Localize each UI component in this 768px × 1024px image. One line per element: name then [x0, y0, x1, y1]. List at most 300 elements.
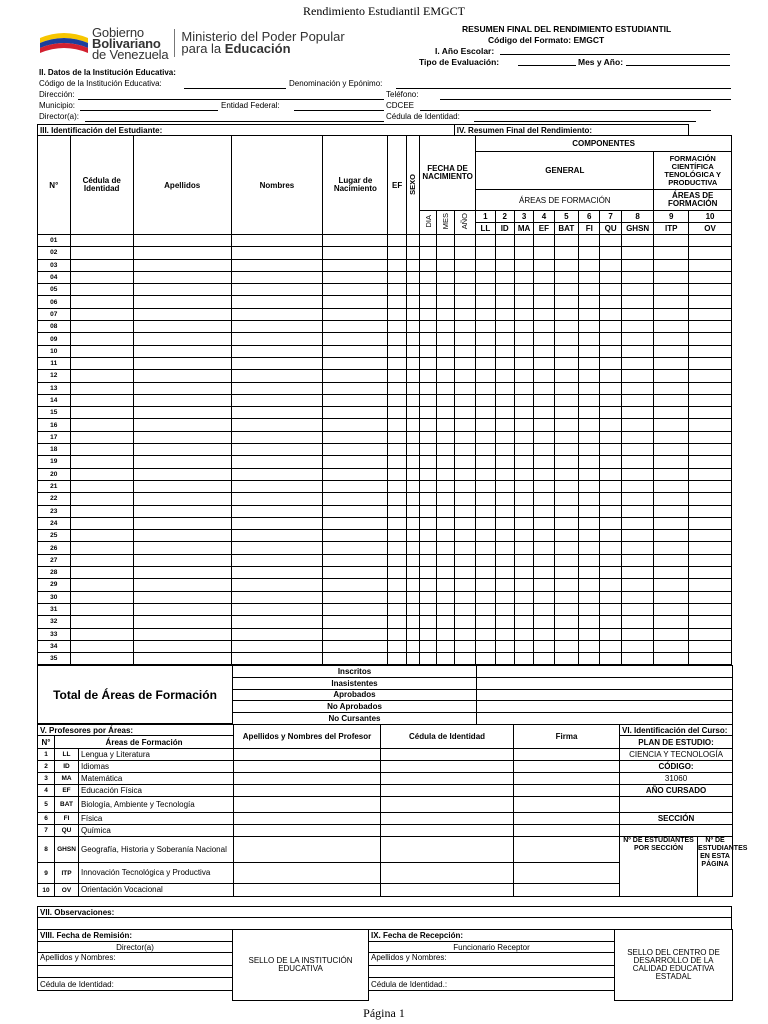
- student-cell[interactable]: [406, 419, 419, 431]
- student-cell[interactable]: [420, 640, 437, 652]
- student-cell[interactable]: [70, 431, 133, 443]
- student-cell[interactable]: [654, 394, 689, 406]
- student-cell[interactable]: [70, 296, 133, 308]
- student-cell[interactable]: [437, 271, 454, 283]
- student-cell[interactable]: [495, 247, 514, 259]
- student-cell[interactable]: [437, 259, 454, 271]
- student-cell[interactable]: [579, 493, 600, 505]
- student-cell[interactable]: [689, 567, 732, 579]
- student-cell[interactable]: [600, 579, 621, 591]
- student-cell[interactable]: [654, 419, 689, 431]
- student-cell[interactable]: [388, 357, 406, 369]
- student-cell[interactable]: [323, 628, 388, 640]
- student-cell[interactable]: [621, 394, 654, 406]
- student-cell[interactable]: [554, 247, 578, 259]
- student-cell[interactable]: [495, 554, 514, 566]
- student-cell[interactable]: [406, 321, 419, 333]
- student-cell[interactable]: [476, 235, 495, 247]
- student-cell[interactable]: [654, 554, 689, 566]
- student-cell[interactable]: [621, 456, 654, 468]
- student-cell[interactable]: [621, 567, 654, 579]
- student-cell[interactable]: [689, 308, 732, 320]
- student-cell[interactable]: [231, 431, 323, 443]
- student-cell[interactable]: [323, 394, 388, 406]
- student-cell[interactable]: [621, 296, 654, 308]
- student-cell[interactable]: [231, 444, 323, 456]
- student-cell[interactable]: [600, 468, 621, 480]
- teacher-name-cell[interactable]: [234, 785, 381, 797]
- student-cell[interactable]: [514, 333, 533, 345]
- student-cell[interactable]: [437, 505, 454, 517]
- student-cell[interactable]: [454, 542, 475, 554]
- student-cell[interactable]: [476, 444, 495, 456]
- student-cell[interactable]: [231, 333, 323, 345]
- student-cell[interactable]: [654, 296, 689, 308]
- student-cell[interactable]: [514, 493, 533, 505]
- student-cell[interactable]: [420, 259, 437, 271]
- student-cell[interactable]: [454, 357, 475, 369]
- student-cell[interactable]: [689, 468, 732, 480]
- student-cell[interactable]: [70, 407, 133, 419]
- student-cell[interactable]: [654, 259, 689, 271]
- student-cell[interactable]: [388, 259, 406, 271]
- student-cell[interactable]: [495, 419, 514, 431]
- student-cell[interactable]: [231, 567, 323, 579]
- student-cell[interactable]: [654, 444, 689, 456]
- student-cell[interactable]: [420, 247, 437, 259]
- student-cell[interactable]: [621, 284, 654, 296]
- teacher-ci-cell[interactable]: [381, 825, 514, 837]
- student-cell[interactable]: [437, 333, 454, 345]
- teacher-sign-cell[interactable]: [514, 797, 620, 813]
- student-cell[interactable]: [495, 333, 514, 345]
- teacher-ci-cell[interactable]: [381, 813, 514, 825]
- student-cell[interactable]: [323, 357, 388, 369]
- student-cell[interactable]: [476, 505, 495, 517]
- student-cell[interactable]: [495, 456, 514, 468]
- student-cell[interactable]: [420, 235, 437, 247]
- school-year-field[interactable]: [500, 46, 730, 55]
- remission-blank[interactable]: [38, 966, 233, 978]
- teacher-sign-cell[interactable]: [514, 837, 620, 863]
- student-cell[interactable]: [406, 345, 419, 357]
- student-cell[interactable]: [454, 308, 475, 320]
- student-cell[interactable]: [454, 554, 475, 566]
- student-cell[interactable]: [600, 382, 621, 394]
- student-cell[interactable]: [70, 308, 133, 320]
- student-cell[interactable]: [579, 480, 600, 492]
- student-cell[interactable]: [579, 345, 600, 357]
- student-cell[interactable]: [388, 480, 406, 492]
- student-cell[interactable]: [514, 419, 533, 431]
- student-cell[interactable]: [323, 554, 388, 566]
- student-cell[interactable]: [621, 247, 654, 259]
- student-cell[interactable]: [323, 468, 388, 480]
- student-cell[interactable]: [600, 493, 621, 505]
- student-cell[interactable]: [689, 628, 732, 640]
- student-cell[interactable]: [654, 505, 689, 517]
- student-cell[interactable]: [454, 468, 475, 480]
- student-cell[interactable]: [554, 468, 578, 480]
- student-cell[interactable]: [534, 480, 554, 492]
- student-cell[interactable]: [388, 284, 406, 296]
- student-cell[interactable]: [689, 517, 732, 529]
- student-cell[interactable]: [437, 308, 454, 320]
- student-cell[interactable]: [231, 235, 323, 247]
- student-cell[interactable]: [388, 407, 406, 419]
- student-cell[interactable]: [133, 530, 231, 542]
- student-cell[interactable]: [495, 468, 514, 480]
- student-cell[interactable]: [495, 640, 514, 652]
- student-cell[interactable]: [323, 505, 388, 517]
- student-cell[interactable]: [437, 591, 454, 603]
- student-cell[interactable]: [579, 640, 600, 652]
- student-cell[interactable]: [231, 419, 323, 431]
- student-cell[interactable]: [437, 345, 454, 357]
- student-cell[interactable]: [554, 419, 578, 431]
- student-cell[interactable]: [600, 542, 621, 554]
- student-cell[interactable]: [133, 456, 231, 468]
- student-cell[interactable]: [437, 284, 454, 296]
- student-cell[interactable]: [689, 431, 732, 443]
- student-cell[interactable]: [579, 247, 600, 259]
- student-cell[interactable]: [388, 296, 406, 308]
- student-cell[interactable]: [133, 370, 231, 382]
- student-cell[interactable]: [514, 640, 533, 652]
- student-cell[interactable]: [420, 567, 437, 579]
- student-cell[interactable]: [600, 567, 621, 579]
- student-cell[interactable]: [133, 271, 231, 283]
- student-cell[interactable]: [388, 542, 406, 554]
- student-cell[interactable]: [534, 370, 554, 382]
- student-cell[interactable]: [406, 456, 419, 468]
- student-cell[interactable]: [600, 235, 621, 247]
- student-cell[interactable]: [323, 247, 388, 259]
- student-cell[interactable]: [133, 628, 231, 640]
- student-cell[interactable]: [133, 591, 231, 603]
- address-field[interactable]: [78, 91, 384, 100]
- phone-field[interactable]: [440, 91, 731, 100]
- student-cell[interactable]: [420, 444, 437, 456]
- student-cell[interactable]: [534, 517, 554, 529]
- student-cell[interactable]: [437, 468, 454, 480]
- student-cell[interactable]: [70, 382, 133, 394]
- student-cell[interactable]: [600, 530, 621, 542]
- student-cell[interactable]: [554, 333, 578, 345]
- student-cell[interactable]: [689, 591, 732, 603]
- student-cell[interactable]: [514, 616, 533, 628]
- student-cell[interactable]: [231, 259, 323, 271]
- student-cell[interactable]: [689, 505, 732, 517]
- student-cell[interactable]: [534, 616, 554, 628]
- totals-value[interactable]: [477, 677, 733, 689]
- student-cell[interactable]: [476, 357, 495, 369]
- student-cell[interactable]: [388, 333, 406, 345]
- student-cell[interactable]: [495, 579, 514, 591]
- student-cell[interactable]: [406, 431, 419, 443]
- student-cell[interactable]: [70, 530, 133, 542]
- student-cell[interactable]: [133, 284, 231, 296]
- student-cell[interactable]: [231, 505, 323, 517]
- student-cell[interactable]: [70, 394, 133, 406]
- student-cell[interactable]: [654, 271, 689, 283]
- student-cell[interactable]: [514, 517, 533, 529]
- student-cell[interactable]: [454, 603, 475, 615]
- student-cell[interactable]: [534, 444, 554, 456]
- student-cell[interactable]: [476, 259, 495, 271]
- student-cell[interactable]: [579, 235, 600, 247]
- student-cell[interactable]: [437, 419, 454, 431]
- student-cell[interactable]: [554, 235, 578, 247]
- student-cell[interactable]: [454, 259, 475, 271]
- student-cell[interactable]: [689, 616, 732, 628]
- student-cell[interactable]: [689, 530, 732, 542]
- student-cell[interactable]: [689, 653, 732, 665]
- student-cell[interactable]: [406, 542, 419, 554]
- student-cell[interactable]: [231, 579, 323, 591]
- student-cell[interactable]: [514, 530, 533, 542]
- student-cell[interactable]: [621, 579, 654, 591]
- student-cell[interactable]: [70, 616, 133, 628]
- student-cell[interactable]: [454, 505, 475, 517]
- student-cell[interactable]: [388, 308, 406, 320]
- student-cell[interactable]: [454, 370, 475, 382]
- student-cell[interactable]: [689, 382, 732, 394]
- student-cell[interactable]: [621, 271, 654, 283]
- student-cell[interactable]: [70, 333, 133, 345]
- student-cell[interactable]: [133, 468, 231, 480]
- student-cell[interactable]: [554, 567, 578, 579]
- student-cell[interactable]: [554, 308, 578, 320]
- student-cell[interactable]: [654, 579, 689, 591]
- teacher-name-cell[interactable]: [234, 761, 381, 773]
- student-cell[interactable]: [323, 370, 388, 382]
- student-cell[interactable]: [388, 616, 406, 628]
- student-cell[interactable]: [534, 591, 554, 603]
- student-cell[interactable]: [621, 468, 654, 480]
- student-cell[interactable]: [133, 554, 231, 566]
- teacher-name-cell[interactable]: [234, 773, 381, 785]
- student-cell[interactable]: [495, 370, 514, 382]
- student-cell[interactable]: [514, 456, 533, 468]
- student-cell[interactable]: [534, 321, 554, 333]
- student-cell[interactable]: [323, 480, 388, 492]
- student-cell[interactable]: [454, 431, 475, 443]
- remission-id[interactable]: Cédula de Identidad:: [38, 978, 233, 991]
- student-cell[interactable]: [534, 542, 554, 554]
- student-cell[interactable]: [495, 382, 514, 394]
- student-cell[interactable]: [654, 370, 689, 382]
- student-cell[interactable]: [437, 480, 454, 492]
- student-cell[interactable]: [621, 235, 654, 247]
- municipality-field[interactable]: [80, 102, 218, 111]
- student-cell[interactable]: [70, 321, 133, 333]
- student-cell[interactable]: [579, 567, 600, 579]
- student-cell[interactable]: [476, 370, 495, 382]
- teacher-name-cell[interactable]: [234, 797, 381, 813]
- student-cell[interactable]: [579, 505, 600, 517]
- student-cell[interactable]: [495, 628, 514, 640]
- student-cell[interactable]: [454, 653, 475, 665]
- student-cell[interactable]: [689, 333, 732, 345]
- student-cell[interactable]: [579, 357, 600, 369]
- student-cell[interactable]: [133, 345, 231, 357]
- student-cell[interactable]: [70, 542, 133, 554]
- student-cell[interactable]: [514, 579, 533, 591]
- student-cell[interactable]: [388, 628, 406, 640]
- student-cell[interactable]: [133, 321, 231, 333]
- student-cell[interactable]: [420, 616, 437, 628]
- student-cell[interactable]: [534, 259, 554, 271]
- student-cell[interactable]: [600, 591, 621, 603]
- student-cell[interactable]: [420, 308, 437, 320]
- student-cell[interactable]: [406, 579, 419, 591]
- student-cell[interactable]: [420, 394, 437, 406]
- student-cell[interactable]: [600, 357, 621, 369]
- student-cell[interactable]: [231, 321, 323, 333]
- student-cell[interactable]: [437, 394, 454, 406]
- student-cell[interactable]: [579, 271, 600, 283]
- student-cell[interactable]: [495, 321, 514, 333]
- student-cell[interactable]: [231, 382, 323, 394]
- student-cell[interactable]: [406, 271, 419, 283]
- student-cell[interactable]: [437, 628, 454, 640]
- student-cell[interactable]: [621, 591, 654, 603]
- student-cell[interactable]: [420, 271, 437, 283]
- student-cell[interactable]: [454, 567, 475, 579]
- remission-names[interactable]: Apellidos y Nombres:: [38, 953, 233, 966]
- student-cell[interactable]: [70, 284, 133, 296]
- student-cell[interactable]: [579, 628, 600, 640]
- student-cell[interactable]: [534, 456, 554, 468]
- student-cell[interactable]: [654, 333, 689, 345]
- teacher-ci-cell[interactable]: [381, 884, 514, 897]
- student-cell[interactable]: [689, 542, 732, 554]
- student-cell[interactable]: [600, 370, 621, 382]
- student-cell[interactable]: [534, 333, 554, 345]
- student-cell[interactable]: [554, 579, 578, 591]
- student-cell[interactable]: [621, 382, 654, 394]
- student-cell[interactable]: [600, 394, 621, 406]
- student-cell[interactable]: [476, 394, 495, 406]
- course-section-value[interactable]: [620, 825, 733, 837]
- student-cell[interactable]: [476, 616, 495, 628]
- student-cell[interactable]: [621, 308, 654, 320]
- student-cell[interactable]: [514, 247, 533, 259]
- student-cell[interactable]: [476, 517, 495, 529]
- student-cell[interactable]: [388, 271, 406, 283]
- student-cell[interactable]: [654, 542, 689, 554]
- student-cell[interactable]: [476, 284, 495, 296]
- student-cell[interactable]: [689, 480, 732, 492]
- student-cell[interactable]: [420, 505, 437, 517]
- student-cell[interactable]: [231, 308, 323, 320]
- student-cell[interactable]: [554, 394, 578, 406]
- student-cell[interactable]: [554, 444, 578, 456]
- student-cell[interactable]: [437, 603, 454, 615]
- student-cell[interactable]: [133, 407, 231, 419]
- student-cell[interactable]: [437, 296, 454, 308]
- student-cell[interactable]: [437, 640, 454, 652]
- teacher-ci-cell[interactable]: [381, 837, 514, 863]
- student-cell[interactable]: [406, 480, 419, 492]
- student-cell[interactable]: [495, 431, 514, 443]
- student-cell[interactable]: [654, 345, 689, 357]
- student-cell[interactable]: [406, 653, 419, 665]
- student-cell[interactable]: [654, 480, 689, 492]
- student-cell[interactable]: [554, 456, 578, 468]
- student-cell[interactable]: [554, 554, 578, 566]
- student-cell[interactable]: [554, 542, 578, 554]
- student-cell[interactable]: [600, 345, 621, 357]
- student-cell[interactable]: [454, 296, 475, 308]
- student-cell[interactable]: [388, 370, 406, 382]
- student-cell[interactable]: [437, 456, 454, 468]
- totals-value[interactable]: [477, 713, 733, 725]
- student-cell[interactable]: [534, 382, 554, 394]
- student-cell[interactable]: [621, 505, 654, 517]
- student-cell[interactable]: [654, 468, 689, 480]
- student-cell[interactable]: [323, 333, 388, 345]
- student-cell[interactable]: [621, 640, 654, 652]
- student-cell[interactable]: [437, 554, 454, 566]
- student-cell[interactable]: [476, 296, 495, 308]
- reception-blank[interactable]: [369, 966, 615, 978]
- student-cell[interactable]: [495, 407, 514, 419]
- student-cell[interactable]: [323, 444, 388, 456]
- state-field[interactable]: [294, 102, 384, 111]
- student-cell[interactable]: [654, 284, 689, 296]
- student-cell[interactable]: [514, 259, 533, 271]
- student-cell[interactable]: [600, 431, 621, 443]
- student-cell[interactable]: [554, 370, 578, 382]
- student-cell[interactable]: [454, 247, 475, 259]
- student-cell[interactable]: [554, 296, 578, 308]
- student-cell[interactable]: [476, 579, 495, 591]
- student-cell[interactable]: [437, 542, 454, 554]
- teacher-name-cell[interactable]: [234, 825, 381, 837]
- student-cell[interactable]: [231, 591, 323, 603]
- student-cell[interactable]: [621, 530, 654, 542]
- student-cell[interactable]: [534, 468, 554, 480]
- student-cell[interactable]: [600, 505, 621, 517]
- student-cell[interactable]: [388, 493, 406, 505]
- student-cell[interactable]: [231, 653, 323, 665]
- student-cell[interactable]: [133, 493, 231, 505]
- student-cell[interactable]: [420, 542, 437, 554]
- student-cell[interactable]: [388, 653, 406, 665]
- student-cell[interactable]: [476, 567, 495, 579]
- student-cell[interactable]: [514, 431, 533, 443]
- student-cell[interactable]: [437, 247, 454, 259]
- student-cell[interactable]: [406, 468, 419, 480]
- reception-id[interactable]: Cédula de Identidad.:: [369, 978, 615, 991]
- student-cell[interactable]: [133, 542, 231, 554]
- student-cell[interactable]: [654, 407, 689, 419]
- student-cell[interactable]: [534, 505, 554, 517]
- student-cell[interactable]: [654, 567, 689, 579]
- student-cell[interactable]: [579, 321, 600, 333]
- student-cell[interactable]: [323, 542, 388, 554]
- student-cell[interactable]: [323, 271, 388, 283]
- student-cell[interactable]: [689, 579, 732, 591]
- student-cell[interactable]: [534, 407, 554, 419]
- student-cell[interactable]: [514, 345, 533, 357]
- student-cell[interactable]: [495, 235, 514, 247]
- student-cell[interactable]: [406, 382, 419, 394]
- student-cell[interactable]: [621, 431, 654, 443]
- student-cell[interactable]: [420, 407, 437, 419]
